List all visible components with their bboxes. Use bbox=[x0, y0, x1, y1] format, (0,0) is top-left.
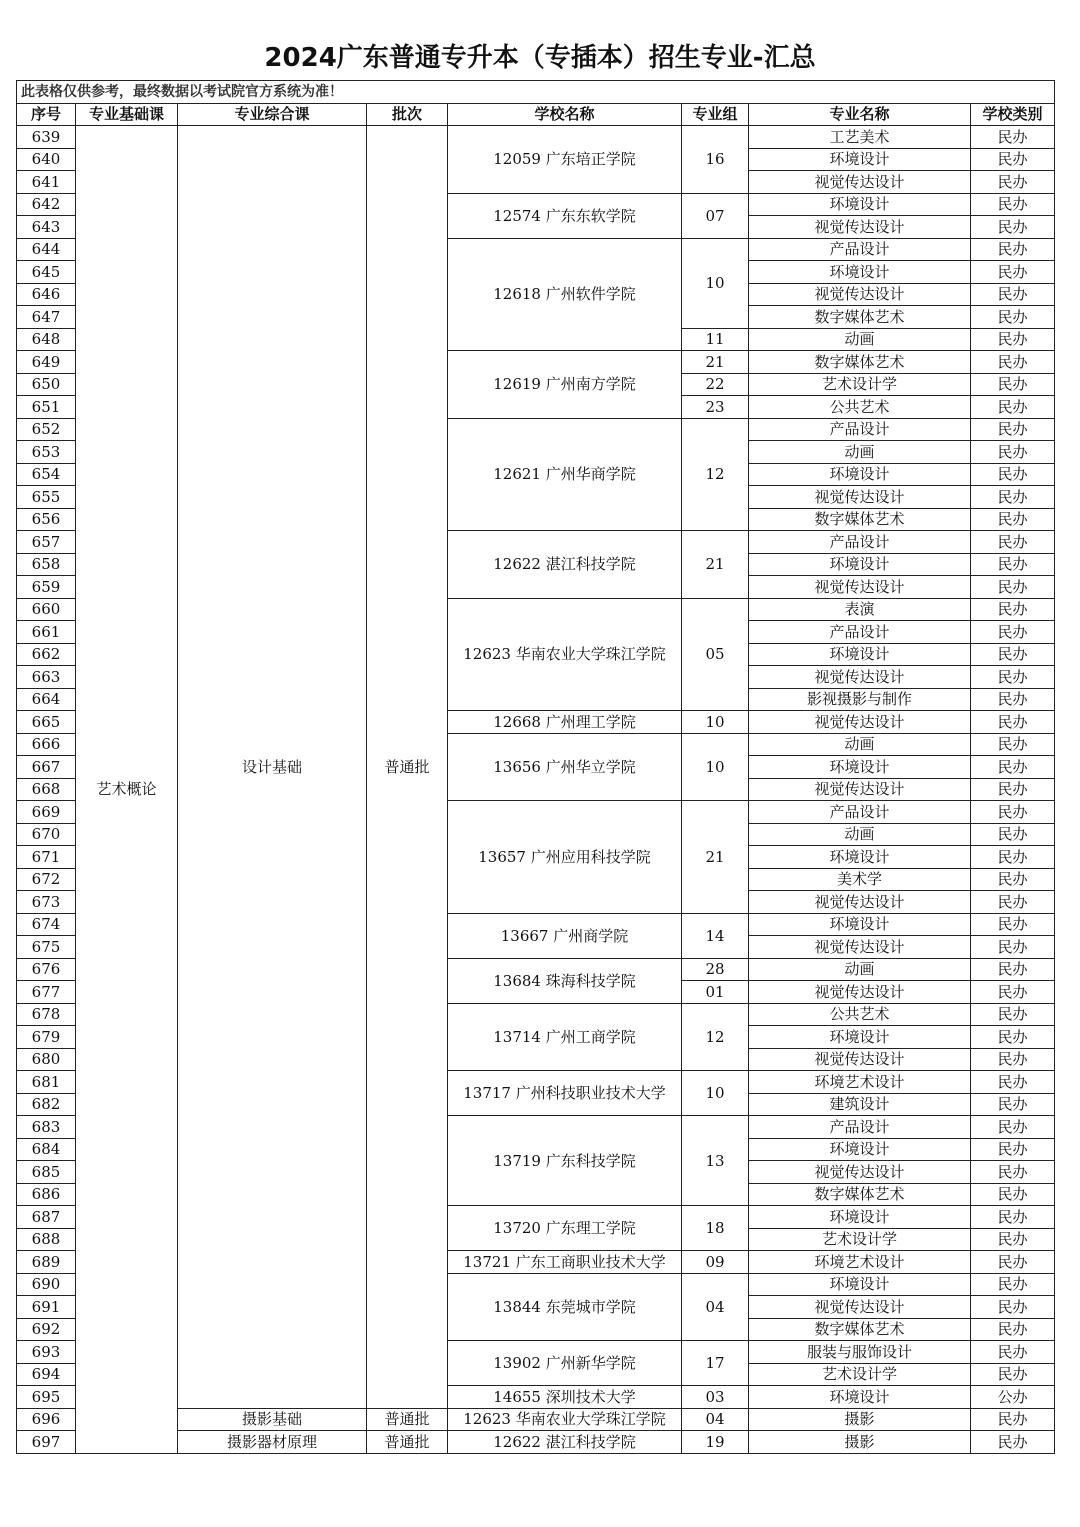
school-name-cell: 13844 东莞城市学院 bbox=[448, 1273, 682, 1341]
seq-cell: 657 bbox=[17, 531, 76, 554]
major-name-cell: 动画 bbox=[749, 328, 971, 351]
school-type-cell: 民办 bbox=[971, 1318, 1055, 1341]
major-group-cell: 10 bbox=[682, 733, 749, 801]
school-type-cell: 民办 bbox=[971, 238, 1055, 261]
major-group-cell: 03 bbox=[682, 1386, 749, 1409]
major-name-cell: 艺术设计学 bbox=[749, 373, 971, 396]
school-type-cell: 民办 bbox=[971, 531, 1055, 554]
major-name-cell: 环境设计 bbox=[749, 913, 971, 936]
major-name-cell: 动画 bbox=[749, 958, 971, 981]
major-name-cell: 视觉传达设计 bbox=[749, 1161, 971, 1184]
major-name-cell: 环境艺术设计 bbox=[749, 1251, 971, 1274]
school-name-cell: 12622 湛江科技学院 bbox=[448, 531, 682, 599]
notice-text: 此表格仅供参考，最终数据以考试院官方系统为准！ bbox=[17, 81, 1055, 104]
school-type-cell: 民办 bbox=[971, 1138, 1055, 1161]
seq-cell: 673 bbox=[17, 891, 76, 914]
seq-cell: 697 bbox=[17, 1431, 76, 1454]
major-name-cell: 视觉传达设计 bbox=[749, 711, 971, 734]
header-comprehensive-course: 专业综合课 bbox=[178, 103, 367, 126]
table-row bbox=[17, 126, 1055, 149]
major-name-cell: 产品设计 bbox=[749, 531, 971, 554]
seq-cell: 681 bbox=[17, 1071, 76, 1094]
header-school-name: 学校名称 bbox=[448, 103, 682, 126]
school-type-cell: 民办 bbox=[971, 193, 1055, 216]
seq-cell: 658 bbox=[17, 553, 76, 576]
major-name-cell: 产品设计 bbox=[749, 238, 971, 261]
major-group-cell: 10 bbox=[682, 1071, 749, 1116]
major-group-cell: 21 bbox=[682, 531, 749, 599]
school-name-cell: 13684 珠海科技学院 bbox=[448, 958, 682, 1003]
major-group-cell: 17 bbox=[682, 1341, 749, 1386]
seq-cell: 677 bbox=[17, 981, 76, 1004]
seq-cell: 660 bbox=[17, 598, 76, 621]
school-type-cell: 民办 bbox=[971, 1183, 1055, 1206]
seq-cell: 649 bbox=[17, 351, 76, 374]
school-type-cell: 民办 bbox=[971, 216, 1055, 239]
major-name-cell: 摄影 bbox=[749, 1408, 971, 1431]
seq-cell: 666 bbox=[17, 733, 76, 756]
major-group-cell: 07 bbox=[682, 193, 749, 238]
school-type-cell: 民办 bbox=[971, 463, 1055, 486]
seq-cell: 667 bbox=[17, 756, 76, 779]
school-type-cell: 民办 bbox=[971, 1003, 1055, 1026]
major-group-cell: 05 bbox=[682, 598, 749, 711]
major-name-cell: 环境设计 bbox=[749, 1206, 971, 1229]
major-name-cell: 环境设计 bbox=[749, 148, 971, 171]
major-name-cell: 视觉传达设计 bbox=[749, 936, 971, 959]
school-type-cell: 民办 bbox=[971, 508, 1055, 531]
major-group-cell: 13 bbox=[682, 1116, 749, 1206]
major-name-cell: 建筑设计 bbox=[749, 1093, 971, 1116]
school-type-cell: 民办 bbox=[971, 1228, 1055, 1251]
major-name-cell: 环境设计 bbox=[749, 846, 971, 869]
school-type-cell: 民办 bbox=[971, 1093, 1055, 1116]
seq-cell: 653 bbox=[17, 441, 76, 464]
major-name-cell: 工艺美术 bbox=[749, 126, 971, 149]
seq-cell: 668 bbox=[17, 778, 76, 801]
major-group-cell: 16 bbox=[682, 126, 749, 194]
seq-cell: 685 bbox=[17, 1161, 76, 1184]
seq-cell: 693 bbox=[17, 1341, 76, 1364]
school-type-cell: 民办 bbox=[971, 1116, 1055, 1139]
seq-cell: 686 bbox=[17, 1183, 76, 1206]
seq-cell: 689 bbox=[17, 1251, 76, 1274]
major-group-cell: 28 bbox=[682, 958, 749, 981]
school-name-cell: 13656 广州华立学院 bbox=[448, 733, 682, 801]
major-name-cell: 动画 bbox=[749, 441, 971, 464]
major-name-cell: 环境艺术设计 bbox=[749, 1071, 971, 1094]
major-name-cell: 视觉传达设计 bbox=[749, 666, 971, 689]
school-type-cell: 民办 bbox=[971, 373, 1055, 396]
school-name-cell: 12618 广州软件学院 bbox=[448, 238, 682, 351]
seq-cell: 696 bbox=[17, 1408, 76, 1431]
major-name-cell: 表演 bbox=[749, 598, 971, 621]
major-group-cell: 21 bbox=[682, 801, 749, 914]
seq-cell: 655 bbox=[17, 486, 76, 509]
seq-cell: 645 bbox=[17, 261, 76, 284]
seq-cell: 656 bbox=[17, 508, 76, 531]
major-name-cell: 动画 bbox=[749, 733, 971, 756]
batch-cell: 普通批 bbox=[367, 1431, 448, 1454]
school-type-cell: 民办 bbox=[971, 553, 1055, 576]
school-type-cell: 民办 bbox=[971, 328, 1055, 351]
school-type-cell: 民办 bbox=[971, 351, 1055, 374]
school-type-cell: 民办 bbox=[971, 1048, 1055, 1071]
seq-cell: 682 bbox=[17, 1093, 76, 1116]
major-name-cell: 环境设计 bbox=[749, 1273, 971, 1296]
major-group-cell: 23 bbox=[682, 396, 749, 419]
seq-cell: 683 bbox=[17, 1116, 76, 1139]
major-name-cell: 产品设计 bbox=[749, 801, 971, 824]
header-major-name: 专业名称 bbox=[749, 103, 971, 126]
school-type-cell: 民办 bbox=[971, 1273, 1055, 1296]
seq-cell: 661 bbox=[17, 621, 76, 644]
school-type-cell: 民办 bbox=[971, 598, 1055, 621]
seq-cell: 679 bbox=[17, 1026, 76, 1049]
header-row bbox=[17, 103, 1055, 126]
seq-cell: 650 bbox=[17, 373, 76, 396]
major-name-cell: 环境设计 bbox=[749, 643, 971, 666]
school-type-cell: 民办 bbox=[971, 823, 1055, 846]
seq-cell: 640 bbox=[17, 148, 76, 171]
school-name-cell: 13720 广东理工学院 bbox=[448, 1206, 682, 1251]
major-name-cell: 数字媒体艺术 bbox=[749, 306, 971, 329]
batch-cell: 普通批 bbox=[367, 126, 448, 1409]
major-name-cell: 视觉传达设计 bbox=[749, 171, 971, 194]
seq-cell: 674 bbox=[17, 913, 76, 936]
major-name-cell: 视觉传达设计 bbox=[749, 778, 971, 801]
major-group-cell: 12 bbox=[682, 418, 749, 531]
school-type-cell: 民办 bbox=[971, 891, 1055, 914]
school-type-cell: 民办 bbox=[971, 576, 1055, 599]
school-type-cell: 民办 bbox=[971, 621, 1055, 644]
school-name-cell: 12668 广州理工学院 bbox=[448, 711, 682, 734]
majors-table bbox=[16, 80, 1055, 1454]
major-name-cell: 产品设计 bbox=[749, 418, 971, 441]
school-type-cell: 民办 bbox=[971, 148, 1055, 171]
seq-cell: 669 bbox=[17, 801, 76, 824]
header-basic-course: 专业基础课 bbox=[76, 103, 178, 126]
major-name-cell: 影视摄影与制作 bbox=[749, 688, 971, 711]
major-name-cell: 视觉传达设计 bbox=[749, 216, 971, 239]
seq-cell: 639 bbox=[17, 126, 76, 149]
major-name-cell: 数字媒体艺术 bbox=[749, 508, 971, 531]
major-name-cell: 环境设计 bbox=[749, 1026, 971, 1049]
seq-cell: 692 bbox=[17, 1318, 76, 1341]
major-group-cell: 04 bbox=[682, 1273, 749, 1341]
major-group-cell: 09 bbox=[682, 1251, 749, 1274]
major-group-cell: 10 bbox=[682, 711, 749, 734]
major-name-cell: 环境设计 bbox=[749, 1386, 971, 1409]
seq-cell: 670 bbox=[17, 823, 76, 846]
header-batch: 批次 bbox=[367, 103, 448, 126]
school-name-cell: 12059 广东培正学院 bbox=[448, 126, 682, 194]
major-group-cell: 14 bbox=[682, 913, 749, 958]
school-type-cell: 民办 bbox=[971, 778, 1055, 801]
school-type-cell: 民办 bbox=[971, 1251, 1055, 1274]
seq-cell: 684 bbox=[17, 1138, 76, 1161]
major-group-cell: 11 bbox=[682, 328, 749, 351]
major-name-cell: 服装与服饰设计 bbox=[749, 1341, 971, 1364]
school-type-cell: 民办 bbox=[971, 1206, 1055, 1229]
major-name-cell: 数字媒体艺术 bbox=[749, 351, 971, 374]
major-name-cell: 环境设计 bbox=[749, 463, 971, 486]
header-seq: 序号 bbox=[17, 103, 76, 126]
school-type-cell: 民办 bbox=[971, 1071, 1055, 1094]
major-name-cell: 动画 bbox=[749, 823, 971, 846]
school-type-cell: 民办 bbox=[971, 868, 1055, 891]
school-name-cell: 13667 广州商学院 bbox=[448, 913, 682, 958]
school-type-cell: 民办 bbox=[971, 666, 1055, 689]
major-group-cell: 18 bbox=[682, 1206, 749, 1251]
comprehensive-course-cell: 设计基础 bbox=[178, 126, 367, 1409]
school-name-cell: 12623 华南农业大学珠江学院 bbox=[448, 598, 682, 711]
header-major-group: 专业组 bbox=[682, 103, 749, 126]
school-name-cell: 12621 广州华商学院 bbox=[448, 418, 682, 531]
major-name-cell: 视觉传达设计 bbox=[749, 981, 971, 1004]
major-name-cell: 视觉传达设计 bbox=[749, 283, 971, 306]
seq-cell: 648 bbox=[17, 328, 76, 351]
school-type-cell: 民办 bbox=[971, 958, 1055, 981]
comprehensive-course-cell: 摄影基础 bbox=[178, 1408, 367, 1431]
school-name-cell: 13902 广州新华学院 bbox=[448, 1341, 682, 1386]
school-type-cell: 民办 bbox=[971, 1296, 1055, 1319]
seq-cell: 644 bbox=[17, 238, 76, 261]
major-name-cell: 环境设计 bbox=[749, 756, 971, 779]
school-type-cell: 民办 bbox=[971, 733, 1055, 756]
school-type-cell: 民办 bbox=[971, 981, 1055, 1004]
major-group-cell: 04 bbox=[682, 1408, 749, 1431]
seq-cell: 659 bbox=[17, 576, 76, 599]
major-name-cell: 艺术设计学 bbox=[749, 1363, 971, 1386]
school-type-cell: 民办 bbox=[971, 396, 1055, 419]
seq-cell: 647 bbox=[17, 306, 76, 329]
major-name-cell: 艺术设计学 bbox=[749, 1228, 971, 1251]
school-type-cell: 民办 bbox=[971, 913, 1055, 936]
school-type-cell: 民办 bbox=[971, 688, 1055, 711]
seq-cell: 675 bbox=[17, 936, 76, 959]
seq-cell: 665 bbox=[17, 711, 76, 734]
school-name-cell: 13657 广州应用科技学院 bbox=[448, 801, 682, 914]
school-type-cell: 公办 bbox=[971, 1386, 1055, 1409]
school-type-cell: 民办 bbox=[971, 171, 1055, 194]
school-name-cell: 12622 湛江科技学院 bbox=[448, 1431, 682, 1454]
basic-course-cell: 艺术概论 bbox=[76, 126, 178, 1454]
seq-cell: 690 bbox=[17, 1273, 76, 1296]
major-name-cell: 环境设计 bbox=[749, 1138, 971, 1161]
major-name-cell: 视觉传达设计 bbox=[749, 486, 971, 509]
school-type-cell: 民办 bbox=[971, 441, 1055, 464]
seq-cell: 664 bbox=[17, 688, 76, 711]
major-name-cell: 数字媒体艺术 bbox=[749, 1318, 971, 1341]
school-type-cell: 民办 bbox=[971, 418, 1055, 441]
major-name-cell: 数字媒体艺术 bbox=[749, 1183, 971, 1206]
school-type-cell: 民办 bbox=[971, 1408, 1055, 1431]
school-type-cell: 民办 bbox=[971, 1341, 1055, 1364]
seq-cell: 643 bbox=[17, 216, 76, 239]
school-type-cell: 民办 bbox=[971, 756, 1055, 779]
school-type-cell: 民办 bbox=[971, 936, 1055, 959]
major-group-cell: 01 bbox=[682, 981, 749, 1004]
school-type-cell: 民办 bbox=[971, 306, 1055, 329]
school-type-cell: 民办 bbox=[971, 486, 1055, 509]
batch-cell: 普通批 bbox=[367, 1408, 448, 1431]
school-name-cell: 13719 广东科技学院 bbox=[448, 1116, 682, 1206]
major-name-cell: 视觉传达设计 bbox=[749, 891, 971, 914]
page-title: 2024广东普通专升本（专插本）招生专业-汇总 bbox=[264, 43, 816, 73]
seq-cell: 646 bbox=[17, 283, 76, 306]
major-name-cell: 美术学 bbox=[749, 868, 971, 891]
school-type-cell: 民办 bbox=[971, 1363, 1055, 1386]
seq-cell: 676 bbox=[17, 958, 76, 981]
major-name-cell: 环境设计 bbox=[749, 193, 971, 216]
school-type-cell: 民办 bbox=[971, 283, 1055, 306]
school-type-cell: 民办 bbox=[971, 261, 1055, 284]
seq-cell: 652 bbox=[17, 418, 76, 441]
major-name-cell: 产品设计 bbox=[749, 621, 971, 644]
major-name-cell: 视觉传达设计 bbox=[749, 1048, 971, 1071]
seq-cell: 654 bbox=[17, 463, 76, 486]
seq-cell: 680 bbox=[17, 1048, 76, 1071]
seq-cell: 694 bbox=[17, 1363, 76, 1386]
seq-cell: 678 bbox=[17, 1003, 76, 1026]
major-group-cell: 12 bbox=[682, 1003, 749, 1071]
school-type-cell: 民办 bbox=[971, 1431, 1055, 1454]
major-name-cell: 视觉传达设计 bbox=[749, 576, 971, 599]
seq-cell: 651 bbox=[17, 396, 76, 419]
major-group-cell: 21 bbox=[682, 351, 749, 374]
major-name-cell: 公共艺术 bbox=[749, 396, 971, 419]
seq-cell: 688 bbox=[17, 1228, 76, 1251]
school-name-cell: 13714 广州工商学院 bbox=[448, 1003, 682, 1071]
school-type-cell: 民办 bbox=[971, 711, 1055, 734]
school-name-cell: 13717 广州科技职业技术大学 bbox=[448, 1071, 682, 1116]
major-name-cell: 环境设计 bbox=[749, 553, 971, 576]
comprehensive-course-cell: 摄影器材原理 bbox=[178, 1431, 367, 1454]
school-type-cell: 民办 bbox=[971, 126, 1055, 149]
seq-cell: 672 bbox=[17, 868, 76, 891]
major-name-cell: 产品设计 bbox=[749, 1116, 971, 1139]
seq-cell: 687 bbox=[17, 1206, 76, 1229]
seq-cell: 642 bbox=[17, 193, 76, 216]
header-school-type: 学校类别 bbox=[971, 103, 1055, 126]
major-group-cell: 10 bbox=[682, 238, 749, 328]
seq-cell: 691 bbox=[17, 1296, 76, 1319]
notice-row bbox=[17, 81, 1055, 104]
seq-cell: 663 bbox=[17, 666, 76, 689]
school-name-cell: 12623 华南农业大学珠江学院 bbox=[448, 1408, 682, 1431]
school-name-cell: 12619 广州南方学院 bbox=[448, 351, 682, 419]
school-name-cell: 14655 深圳技术大学 bbox=[448, 1386, 682, 1409]
seq-cell: 662 bbox=[17, 643, 76, 666]
seq-cell: 641 bbox=[17, 171, 76, 194]
school-type-cell: 民办 bbox=[971, 801, 1055, 824]
school-type-cell: 民办 bbox=[971, 846, 1055, 869]
major-group-cell: 22 bbox=[682, 373, 749, 396]
major-name-cell: 公共艺术 bbox=[749, 1003, 971, 1026]
school-type-cell: 民办 bbox=[971, 1161, 1055, 1184]
school-type-cell: 民办 bbox=[971, 643, 1055, 666]
major-name-cell: 环境设计 bbox=[749, 261, 971, 284]
seq-cell: 671 bbox=[17, 846, 76, 869]
major-name-cell: 摄影 bbox=[749, 1431, 971, 1454]
school-type-cell: 民办 bbox=[971, 1026, 1055, 1049]
major-group-cell: 19 bbox=[682, 1431, 749, 1454]
seq-cell: 695 bbox=[17, 1386, 76, 1409]
school-name-cell: 13721 广东工商职业技术大学 bbox=[448, 1251, 682, 1274]
major-name-cell: 视觉传达设计 bbox=[749, 1296, 971, 1319]
school-name-cell: 12574 广东东软学院 bbox=[448, 193, 682, 238]
